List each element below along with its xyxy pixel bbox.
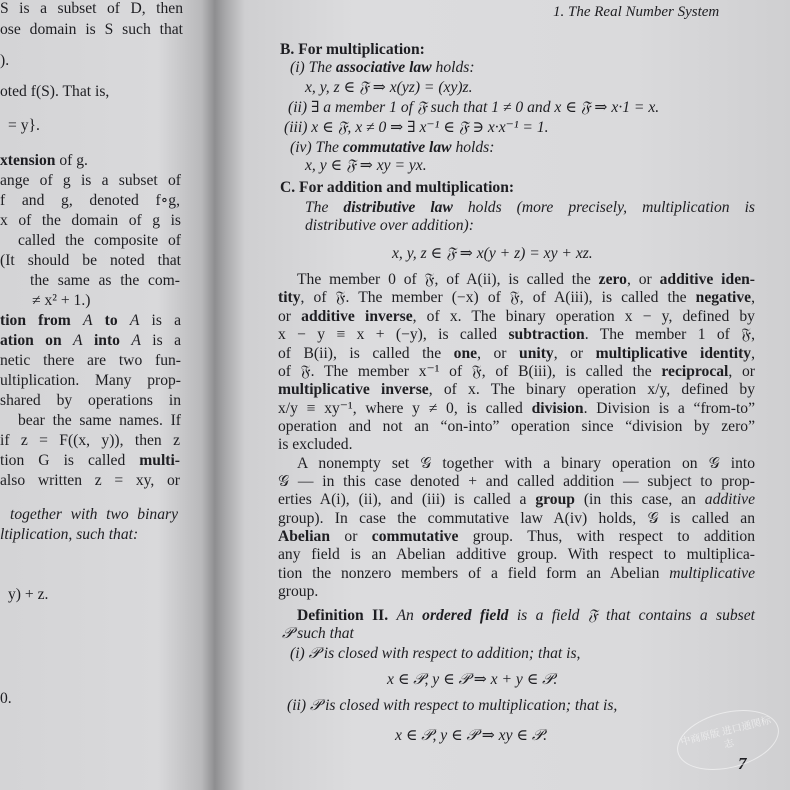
text-line xyxy=(18,232,181,250)
text-line xyxy=(278,381,755,399)
text-run: tion from xyxy=(0,312,83,329)
text-line xyxy=(0,432,180,450)
text-run: unity xyxy=(519,345,554,362)
text-line xyxy=(0,52,9,70)
text-run: division xyxy=(531,400,584,417)
text-run: of 𝔉. The member x⁻¹ of 𝔉, of B(iii), is called the xyxy=(278,363,662,380)
text-line xyxy=(297,455,755,473)
text-run: distributive law xyxy=(343,199,453,216)
text-line xyxy=(30,272,180,290)
text-run: of g. xyxy=(55,152,88,169)
text-line xyxy=(287,697,617,715)
text-line xyxy=(278,289,755,307)
text-run: tion G is called xyxy=(0,452,140,469)
text-run: (ii) ∃ a member 1 of 𝔉 such that 1 ≠ 0 and x ∈ 𝔉 ⇒ x·1 = x. xyxy=(288,99,660,116)
text-line xyxy=(0,252,181,270)
text-line xyxy=(0,83,109,101)
text-line xyxy=(305,217,474,235)
text-run: group xyxy=(535,491,575,508)
page-number: 7 xyxy=(738,754,747,773)
text-line xyxy=(0,392,181,410)
text-run: , xyxy=(751,345,756,362)
text-line xyxy=(305,79,473,97)
text-run: x, y ∈ 𝔉 ⇒ xy = yx. xyxy=(305,157,427,174)
text-run: , of x. The binary operation x/y, defined by xyxy=(428,381,755,398)
text-run: multiplicative xyxy=(669,565,755,582)
right-page xyxy=(270,0,790,790)
text-run: reciprocal xyxy=(661,363,729,380)
text-line xyxy=(278,326,755,344)
text-line xyxy=(284,119,549,137)
text-run: ). xyxy=(0,52,10,69)
text-run: tity xyxy=(278,289,301,306)
text-line xyxy=(0,452,180,470)
text-line xyxy=(0,21,183,39)
text-line xyxy=(278,546,755,564)
text-line xyxy=(290,59,475,77)
text-run: subtraction xyxy=(508,326,585,343)
text-line xyxy=(395,727,547,745)
text-run: x, y, z ∈ 𝔉 ⇒ x(yz) = (xy)z. xyxy=(305,79,473,96)
text-run: one xyxy=(453,345,478,362)
text-run: ordered field xyxy=(422,607,509,624)
text-run: = y}. xyxy=(8,117,40,134)
text-run: , of x. The binary operation x − y, defined by xyxy=(412,308,755,325)
text-run: The member 0 of 𝔉, of A(ii), is called the xyxy=(297,271,599,288)
text-run: , xyxy=(751,289,755,306)
text-line xyxy=(278,345,755,363)
text-line xyxy=(290,139,494,157)
text-run: into xyxy=(82,332,132,349)
text-line xyxy=(0,352,181,370)
text-run: any field is an Abelian additive group. With respect to multiplica- xyxy=(278,546,755,563)
text-run: zero xyxy=(598,271,627,288)
text-line xyxy=(0,172,181,190)
text-run: ≠ x² + 1.) xyxy=(32,292,91,309)
text-run: multiplicative inverse xyxy=(278,381,429,398)
text-run: C. For addition and multiplication: xyxy=(280,179,515,196)
text-run: 0. xyxy=(0,690,12,707)
text-run: x − y ≡ x + (−y), is called xyxy=(278,326,509,343)
text-line xyxy=(297,607,755,625)
text-line xyxy=(10,506,178,524)
text-run: bear the same names. If xyxy=(18,412,181,429)
text-line xyxy=(0,212,181,230)
text-line xyxy=(297,271,755,289)
text-line xyxy=(278,491,755,509)
text-run: netic there are two fun- xyxy=(0,352,181,369)
text-line xyxy=(288,99,659,117)
text-run: A xyxy=(131,332,141,349)
text-run: (iii) x ∈ 𝔉, x ≠ 0 ⇒ ∃ x⁻¹ ∈ 𝔉 ∋ x·x⁻¹ = 1. xyxy=(284,119,549,136)
text-run: also written z = xy, or xyxy=(0,472,180,489)
text-run: S is a subset of D, then xyxy=(0,0,183,17)
text-run: 𝒢 — in this case denoted + and called addition — subject to prop- xyxy=(278,473,755,490)
text-line xyxy=(278,528,755,546)
text-run: A xyxy=(82,312,93,329)
text-run: x ∈ 𝒫, y ∈ 𝒫 ⇒ xy ∈ 𝒫. xyxy=(395,727,547,744)
text-run: or xyxy=(278,308,302,325)
text-line xyxy=(0,152,88,170)
text-run: is excluded. xyxy=(278,436,353,453)
text-run: x/y ≡ xy⁻¹, where y ≠ 0, is called xyxy=(278,400,532,417)
text-run: 𝒫 such that xyxy=(282,625,354,642)
text-run: x of the domain of g is xyxy=(0,212,181,229)
text-run: is a field 𝔉 that contains a subset xyxy=(508,607,755,624)
text-run: additive iden- xyxy=(659,271,755,288)
text-run: called the composite of xyxy=(18,232,181,249)
text-line xyxy=(290,645,580,663)
text-line xyxy=(305,199,755,217)
running-head: 1. The Real Number System xyxy=(553,4,720,20)
text-run: , or xyxy=(728,363,755,380)
text-run: associative law xyxy=(335,59,432,76)
text-run: ation on xyxy=(0,332,74,349)
text-line xyxy=(0,192,180,210)
text-line xyxy=(32,292,90,310)
text-run: group). In case the commutative law A(iv) holds, 𝒢 is called an xyxy=(278,510,755,527)
text-line xyxy=(278,473,755,491)
text-run: multiplicative identity xyxy=(595,345,752,362)
text-line xyxy=(278,418,755,436)
text-run: additive xyxy=(704,491,755,508)
text-run: multi- xyxy=(139,452,180,469)
text-run: , of 𝔉. The member (−x) of 𝔉, of A(iii), is called the xyxy=(300,289,696,306)
text-run: (i) The xyxy=(290,59,336,76)
text-line xyxy=(8,586,48,604)
text-run: y) + z. xyxy=(8,586,49,603)
text-run: (It should be noted that xyxy=(0,252,181,269)
text-run: ange of g is a subset of xyxy=(0,172,181,189)
text-line xyxy=(0,472,180,490)
text-run: xtension xyxy=(0,152,56,169)
text-run: erties A(i), (ii), and (iii) is called a xyxy=(278,491,536,508)
text-run: The xyxy=(305,199,344,216)
text-line xyxy=(280,41,425,59)
text-line xyxy=(0,312,181,330)
text-run: commutative law xyxy=(342,139,452,156)
text-run: holds: xyxy=(451,139,495,156)
text-run: A nonempty set 𝒢 together with a binary operation on 𝒢 into xyxy=(297,455,755,472)
text-run: Definition II. xyxy=(297,607,397,624)
text-run: (i) 𝒫 is closed with respect to addition; that is, xyxy=(290,645,581,662)
text-line xyxy=(278,565,755,583)
text-line xyxy=(0,332,181,350)
text-run: is a xyxy=(139,312,181,329)
text-run: . The member 1 of 𝔉, xyxy=(584,326,755,343)
text-line xyxy=(0,372,181,390)
text-run: ose domain is S such that xyxy=(0,21,183,38)
text-run: f and g, denoted f∘g, xyxy=(0,192,180,209)
text-run: oted f(S). That is, xyxy=(0,83,110,100)
text-line xyxy=(387,671,557,689)
text-line xyxy=(0,526,138,544)
publisher-stamp: 中商原版 进口通関标志 xyxy=(671,700,785,779)
text-run: ultiplication. Many prop- xyxy=(0,372,181,389)
text-line xyxy=(305,157,427,175)
text-line xyxy=(392,245,593,263)
text-run: if z = F((x, y)), then z xyxy=(0,432,180,449)
text-run: ltiplication, such that: xyxy=(0,526,139,543)
text-line xyxy=(282,625,354,643)
text-run: x ∈ 𝒫, y ∈ 𝒫 ⇒ x + y ∈ 𝒫. xyxy=(387,671,558,688)
text-run: commutative xyxy=(371,528,459,545)
text-line xyxy=(0,0,183,18)
text-run: x, y, z ∈ 𝔉 ⇒ x(y + z) = xy + xz. xyxy=(392,245,593,262)
text-run: , or xyxy=(477,345,520,362)
text-run: (iv) The xyxy=(290,139,343,156)
text-line xyxy=(0,690,12,708)
text-line xyxy=(18,412,181,430)
text-run: operation and not an “on-into” operation since “division by zero” xyxy=(278,418,755,435)
text-line xyxy=(278,363,755,381)
text-run: holds: xyxy=(431,59,475,76)
text-run: together with two binary xyxy=(10,506,178,523)
text-run: (ii) 𝒫 is closed with respect to multiplication; that is, xyxy=(287,697,618,714)
text-line xyxy=(280,179,514,197)
text-run: . Division is a “from-to” xyxy=(583,400,755,417)
text-run: additive inverse xyxy=(301,308,413,325)
text-run: of B(ii), is called the xyxy=(278,345,454,362)
text-line xyxy=(8,117,40,135)
text-run: (in this case, an xyxy=(574,491,705,508)
text-run: A xyxy=(129,312,140,329)
text-run: to xyxy=(92,312,130,329)
text-run: distributive over addition): xyxy=(305,217,474,234)
text-run: A xyxy=(73,332,83,349)
text-run: group. Thus, with respect to addition xyxy=(458,528,755,545)
text-line xyxy=(278,436,352,454)
text-run: B. For multiplication: xyxy=(280,41,425,58)
text-run: holds (more precisely, multiplication is xyxy=(452,199,755,216)
text-line xyxy=(278,308,755,326)
text-line xyxy=(278,583,318,601)
text-line xyxy=(278,510,755,528)
text-run: shared by operations in xyxy=(0,392,181,409)
left-page xyxy=(0,0,200,790)
text-run: group. xyxy=(278,583,319,600)
text-run: , or xyxy=(626,271,660,288)
text-run: or xyxy=(330,528,372,545)
text-run: the same as the com- xyxy=(30,272,180,289)
text-run: negative xyxy=(695,289,752,306)
text-line xyxy=(278,400,755,418)
text-run: An xyxy=(396,607,423,624)
text-run: Abelian xyxy=(278,528,330,545)
text-run: , or xyxy=(553,345,596,362)
text-run: is a xyxy=(140,332,181,349)
text-run: tion the nonzero members of a field form an Abelian xyxy=(278,565,670,582)
